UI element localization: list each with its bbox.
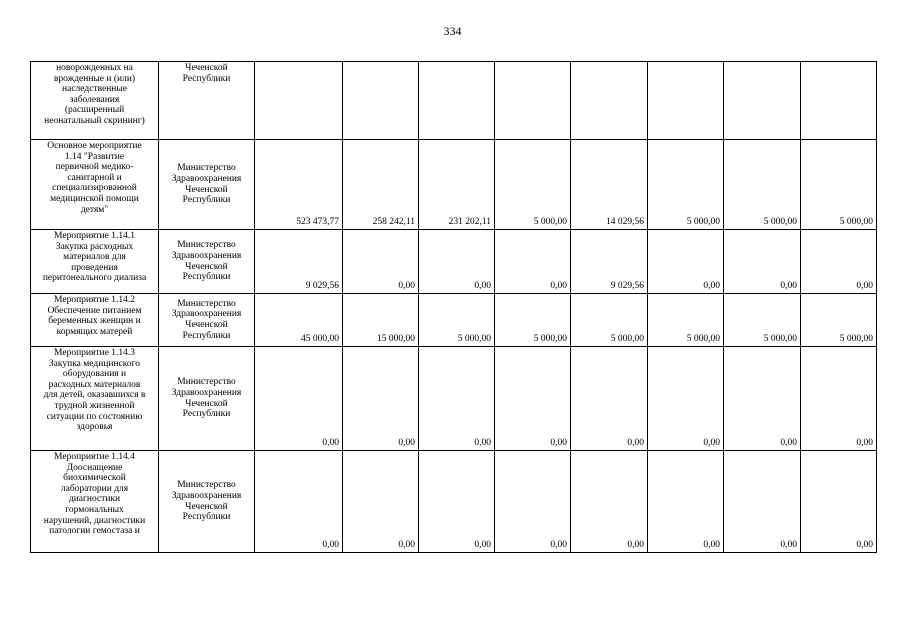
amount-cell: 0,00	[724, 451, 801, 553]
amount-cell: 231 202,11	[419, 140, 495, 230]
amount-cell	[648, 62, 724, 140]
executor-cell	[159, 294, 255, 347]
amount-cell: 0,00	[495, 451, 571, 553]
amount-cell: 45 000,00	[255, 294, 343, 347]
executor-cell	[159, 230, 255, 294]
page-number: 334	[443, 24, 462, 38]
executor-name: Министерство Здравоохранения Чеченской Республики	[171, 377, 242, 420]
activity-name-cell	[31, 140, 159, 230]
amount-cell: 0,00	[801, 347, 877, 451]
amount-cell: 5 000,00	[724, 140, 801, 230]
activity-name: Мероприятие 1.14.1 Закупка расходных материалов для проведения перитонеального диализа	[42, 231, 147, 284]
activity-name-cell	[31, 62, 159, 140]
amount-cell: 5 000,00	[419, 294, 495, 347]
amount-cell: 5 000,00	[571, 294, 648, 347]
amount-cell: 0,00	[571, 451, 648, 553]
executor-name: Министерство Здравоохранения Чеченской Республики	[171, 240, 242, 283]
executor-name: Министерство Здравоохранения Чеченской Республики	[171, 480, 242, 523]
table-row	[31, 140, 877, 230]
amount-cell: 0,00	[724, 230, 801, 294]
executor-cell	[159, 451, 255, 553]
amount-cell	[343, 62, 419, 140]
amount-cell: 14 029,56	[571, 140, 648, 230]
amount-cell: 15 000,00	[343, 294, 419, 347]
table-row	[31, 230, 877, 294]
amount-cell: 0,00	[648, 451, 724, 553]
amount-cell	[801, 62, 877, 140]
executor-cell	[159, 62, 255, 140]
amount-cell: 5 000,00	[648, 140, 724, 230]
table-row	[31, 347, 877, 451]
amount-cell	[255, 62, 343, 140]
amount-cell: 0,00	[255, 347, 343, 451]
amount-cell: 258 242,11	[343, 140, 419, 230]
table-row	[31, 294, 877, 347]
amount-cell: 0,00	[724, 347, 801, 451]
activity-name: новорожденных на врожденные и (или) наследственные заболевания (расширенный неонатальный скрининг)	[44, 63, 145, 126]
activity-name: Основное мероприятие 1.14 "Развитие первичной медико- санитарной и специализированной медицинской помощи детям"	[47, 141, 142, 215]
executor-name: Министерство Здравоохранения Чеченской Республики	[171, 163, 242, 206]
executor-cell	[159, 140, 255, 230]
amount-cell: 0,00	[343, 347, 419, 451]
amount-cell: 5 000,00	[495, 294, 571, 347]
amount-cell: 0,00	[419, 347, 495, 451]
amount-cell: 5 000,00	[495, 140, 571, 230]
amount-cell: 0,00	[419, 451, 495, 553]
amount-cell: 0,00	[343, 451, 419, 553]
amount-cell: 5 000,00	[724, 294, 801, 347]
amount-cell: 0,00	[648, 347, 724, 451]
amount-cell: 0,00	[801, 451, 877, 553]
activity-name: Мероприятие 1.14.4 Дооснащение биохимической лаборатории для диагностики гормональных нарушений, диагностики патологии гемостаза и	[43, 452, 146, 537]
activity-name-cell	[31, 451, 159, 553]
amount-cell: 0,00	[648, 230, 724, 294]
activity-name: Мероприятие 1.14.3 Закупка медицинского оборудования и расходных материалов для детей, оказавшихся в трудной жизненной ситуации по состоянию здоровья	[43, 348, 146, 433]
amount-cell: 0,00	[571, 347, 648, 451]
amount-cell: 5 000,00	[801, 294, 877, 347]
amount-cell	[571, 62, 648, 140]
amount-cell: 0,00	[801, 230, 877, 294]
amount-cell	[724, 62, 801, 140]
amount-cell	[419, 62, 495, 140]
amount-cell: 9 029,56	[571, 230, 648, 294]
amount-cell: 9 029,56	[255, 230, 343, 294]
table-row	[31, 62, 877, 140]
amount-cell: 0,00	[419, 230, 495, 294]
activity-name-cell	[31, 294, 159, 347]
amount-cell	[495, 62, 571, 140]
amount-cell: 0,00	[343, 230, 419, 294]
amount-cell: 523 473,77	[255, 140, 343, 230]
executor-name: Чеченской Республики	[182, 63, 231, 84]
amount-cell: 0,00	[255, 451, 343, 553]
table-row	[31, 451, 877, 553]
budget-table	[30, 61, 877, 553]
amount-cell: 0,00	[495, 347, 571, 451]
activity-name-cell	[31, 230, 159, 294]
amount-cell: 5 000,00	[648, 294, 724, 347]
activity-name: Мероприятие 1.14.2 Обеспечение питанием беременных женщин и кормящих матерей	[47, 295, 142, 337]
amount-cell: 0,00	[495, 230, 571, 294]
executor-cell	[159, 347, 255, 451]
activity-name-cell	[31, 347, 159, 451]
executor-name: Министерство Здравоохранения Чеченской Республики	[171, 298, 242, 341]
amount-cell: 5 000,00	[801, 140, 877, 230]
